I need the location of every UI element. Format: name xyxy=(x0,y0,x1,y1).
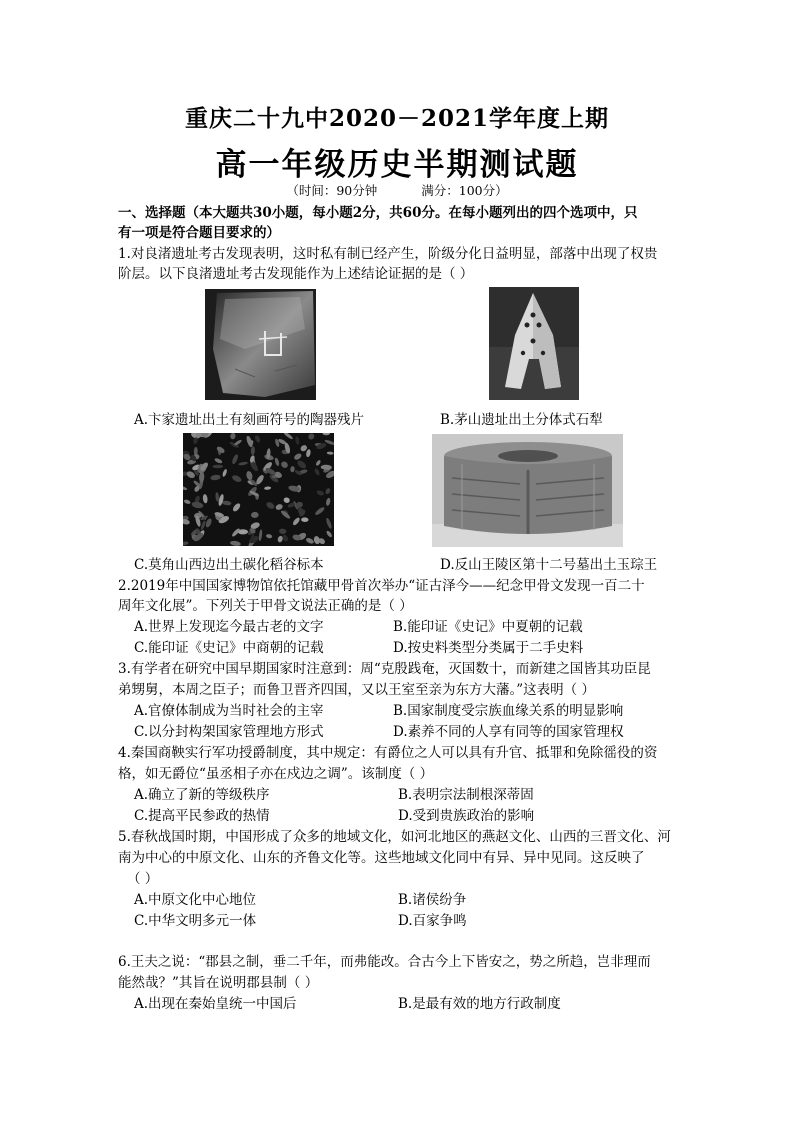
exam-info xyxy=(0,181,794,199)
q4-line1: 4.秦国商鞅实行军功授爵制度，其中规定：有爵位之人可以具有升官、抵罪和免除徭役的资 xyxy=(118,745,658,761)
exam-title: 高一年级历史半期测试题 xyxy=(215,147,579,183)
q5-line2: 南为中心的中原文化、山东的齐鲁文化等。这些地域文化同中有异、异中见同。这反映了 xyxy=(118,850,645,866)
section-heading-line2: 有一项是符合题目要求的） xyxy=(118,225,280,241)
q3-option-b: B.国家制度受宗族血缘关系的明显影响 xyxy=(393,703,624,719)
carbonized-rice-image xyxy=(183,433,334,546)
section-heading-line1: 一、选择题（本大题共30小题，每小题2分，共60分。在每小题列出的四个选项中，只 xyxy=(118,205,638,221)
q4-option-b: B.表明宗法制根深蒂固 xyxy=(398,787,534,803)
exam-score: 满分：100分） xyxy=(421,183,508,198)
q5-line1: 5.春秋战国时期，中国形成了众多的地域文化，如河北地区的燕赵文化、山西的三晋文化、河 xyxy=(118,829,671,845)
stone-plough-image xyxy=(489,287,579,400)
q5-option-b: B.诸侯纷争 xyxy=(398,892,467,908)
q4-line2: 格，如无爵位“虽丞相子亦在戍边之调”。该制度（ ） xyxy=(118,766,434,782)
q5-option-d: D.百家争鸣 xyxy=(398,913,467,929)
q5-line3: （ ） xyxy=(127,871,159,887)
q5-option-c: C.中华文明多元一体 xyxy=(134,913,257,929)
q1-line2: 阶层。以下良渚遗址考古发现能作为上述结论证据的是（ ） xyxy=(118,266,474,282)
q3-option-a: A.官僚体制成为当时社会的主宰 xyxy=(134,703,324,719)
q3-option-c: C.以分封构架国家管理地方形式 xyxy=(134,724,324,740)
school-title: 重庆二十九中2020－2021学年度上期 xyxy=(184,105,610,132)
q3-option-d: D.素养不同的人享有同等的国家管理权 xyxy=(393,724,624,740)
q3-line2: 弟甥舅，本周之臣子；而鲁卫晋齐四国，又以王室至亲为东方大藩。”这表明（ ） xyxy=(118,682,595,698)
q6-option-b: B.是最有效的地方行政制度 xyxy=(398,996,561,1012)
q4-option-d: D.受到贵族政治的影响 xyxy=(398,808,535,824)
q6-line1: 6.王夫之说：“郡县之制，垂二千年，而弗能改。合古今上下皆安之，势之所趋，岂非理而 xyxy=(118,954,651,970)
jade-cong-image xyxy=(432,434,623,547)
q4-option-a: A.确立了新的等级秩序 xyxy=(134,787,270,803)
q2-option-b: B.能印证《史记》中夏朝的记载 xyxy=(393,619,583,635)
q6-line2: 能然哉？”其旨在说明郡县制（ ） xyxy=(118,975,319,991)
q1-option-c: C.莫角山西边出土碳化稻谷标本 xyxy=(134,557,324,573)
q2-line1: 2.2019年中国国家博物馆依托馆藏甲骨首次举办“证古泽今——纪念甲骨文发现一百二十 xyxy=(118,578,645,594)
exam-time: （时间：90分钟 xyxy=(286,183,378,198)
q6-option-a: A.出现在秦始皇统一中国后 xyxy=(134,996,297,1012)
q1-option-b: B.茅山遗址出土分体式石犁 xyxy=(440,412,603,428)
q2-line2: 周年文化展”。下列关于甲骨文说法正确的是（ ） xyxy=(118,598,413,614)
q5-option-a: A.中原文化中心地位 xyxy=(134,892,257,908)
q3-line1: 3.有学者在研究中国早期国家时注意到：周“克殷践奄，灭国数十，而新建之国皆其功臣昆 xyxy=(118,661,651,677)
q2-option-c: C.能印证《史记》中商朝的记载 xyxy=(134,640,324,656)
q1-option-a: A.卞家遗址出土有刻画符号的陶器残片 xyxy=(134,412,365,428)
q1-option-d: D.反山王陵区第十二号墓出土玉琮王 xyxy=(440,557,658,573)
q4-option-c: C.提高平民参政的热情 xyxy=(134,808,270,824)
q2-option-a: A.世界上发现迄今最古老的文字 xyxy=(134,619,324,635)
q2-option-d: D.按史料类型分类属于二手史料 xyxy=(393,640,584,656)
q1-line1: 1.对良渚遗址考古发现表明，这时私有制已经产生，阶级分化日益明显，部落中出现了权贵 xyxy=(118,246,658,262)
pottery-shard-image xyxy=(205,289,316,400)
